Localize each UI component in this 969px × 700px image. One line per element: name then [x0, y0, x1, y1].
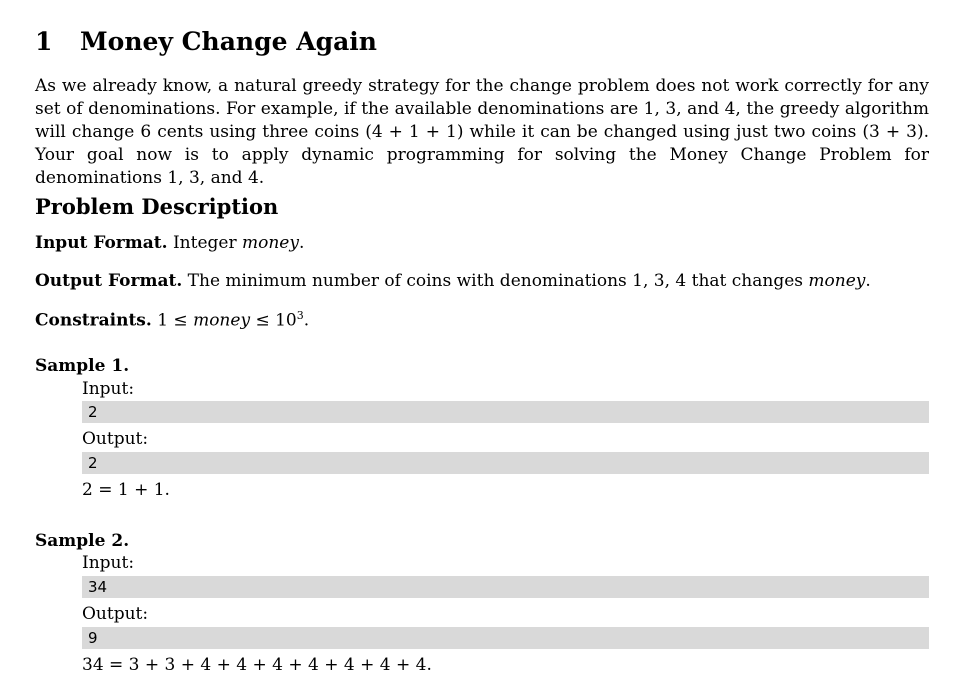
sample-2-input-label: Input:: [82, 553, 135, 573]
section-number: 1: [35, 27, 53, 56]
sample-1-output-label: Output:: [82, 429, 149, 449]
constraints-var: money: [193, 310, 251, 331]
input-format-var: money: [241, 233, 299, 253]
input-format-label: Input Format.: [35, 233, 168, 253]
sample-2-output-value: 9: [88, 629, 98, 647]
constraints-pre: 1 ≤: [157, 310, 194, 331]
section-title: [35, 27, 377, 56]
sample-2-heading: Sample 2.: [35, 531, 130, 551]
output-format-text: The minimum number of coins with denominations 1, 3, 4 that changes: [187, 271, 809, 291]
intro-paragraph: As we already know, a natural greedy strategy for the change problem does not work correctly for any set of denominations. For example, if the available denominations are 1, 3, and 4, the greedy algorithm will change 6 cents using three coins (4 + 1 + 1) while it can be changed using just two coins (3 + 3). Your goal now is to apply dynamic programming for solving the Money Change Problem for denominations 1, 3, and 4.: [35, 76, 929, 188]
sample-2-input-value: 34: [88, 578, 108, 596]
sample-2-output-label: Output:: [82, 604, 149, 624]
input-format-text: Integer: [172, 233, 242, 253]
input-format-end: .: [298, 233, 305, 253]
constraints: [35, 309, 309, 331]
constraints-label: Constraints.: [35, 310, 152, 331]
sample-1-output-box: [82, 452, 929, 474]
sample-1-input-label: Input:: [82, 379, 135, 399]
output-format-end: .: [865, 271, 871, 291]
sample-1-input-box: [82, 401, 929, 423]
problem-description-heading: Problem Description: [35, 194, 279, 219]
constraints-mid: ≤ 10: [250, 310, 297, 331]
output-format-var: money: [808, 271, 866, 291]
constraints-end: .: [303, 310, 310, 331]
sample-1-input-value: 2: [88, 403, 98, 421]
constraints-exponent: 3: [296, 309, 304, 322]
sample-2-explanation: 34 = 3 + 3 + 4 + 4 + 4 + 4 + 4 + 4 + 4.: [82, 655, 432, 675]
sample-2-input-box: [82, 576, 929, 598]
sample-2-output-box: [82, 627, 929, 649]
input-format: [35, 233, 304, 253]
output-format: [35, 271, 871, 291]
section-title-text: Money Change Again: [80, 27, 377, 56]
sample-1-explanation: 2 = 1 + 1.: [82, 480, 170, 500]
sample-1-output-value: 2: [88, 454, 98, 472]
sample-1-heading: Sample 1.: [35, 356, 130, 376]
output-format-label: Output Format.: [35, 271, 183, 291]
